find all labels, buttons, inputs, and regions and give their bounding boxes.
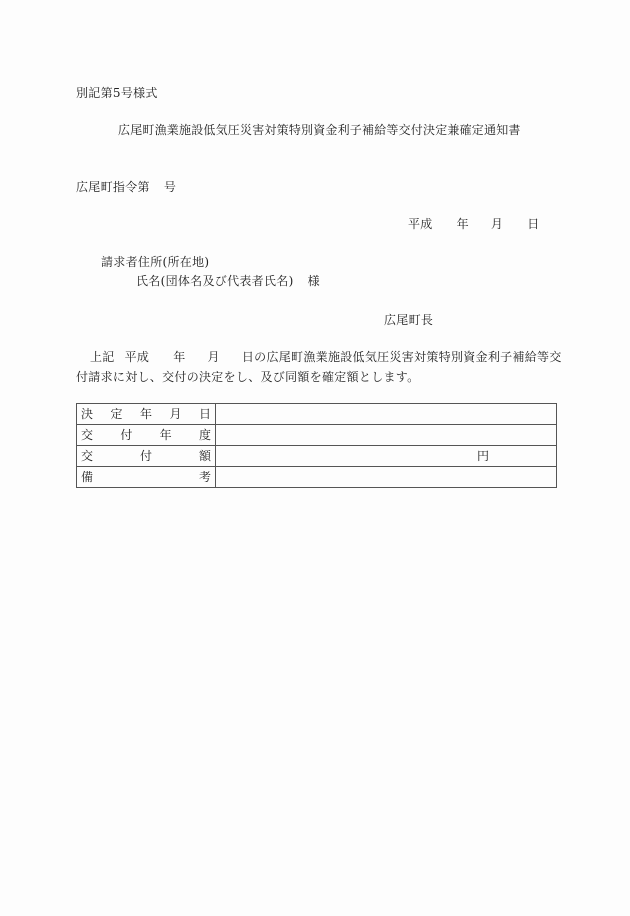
recipient-name-label: 氏名(団体名及び代表者氏名) [136,274,294,288]
order-number-suffix: 号 [163,180,177,194]
label-char: 額 [198,449,211,463]
table-row [77,425,557,446]
body-start: 上記 [90,350,115,364]
issue-date [408,217,540,231]
label-decision-date [77,404,216,425]
label-char: 決 [81,407,94,421]
label-char: 度 [198,428,211,442]
table-row [77,404,557,425]
body-line-2: 付請求に対し、交付の決定をし、及び同額を確定額とします。 [76,370,420,384]
label-char: 考 [198,470,211,484]
body-era: 平成 [124,350,150,364]
label-remarks [77,467,216,488]
body-month: 月 [207,350,220,364]
body-line-1 [90,350,562,364]
label-char: 年 [159,428,172,442]
order-number [76,180,176,194]
date-day: 日 [527,217,540,231]
decision-table [76,403,557,488]
table-row [77,446,557,467]
value-grant-fiscal-year[interactable] [216,425,557,446]
label-char: 付 [139,449,152,463]
value-remarks[interactable] [216,467,557,488]
label-char: 交 [81,449,94,463]
label-char: 備 [81,470,94,484]
label-char: 年 [139,407,152,421]
recipient-name-line [136,274,320,288]
order-number-prefix: 広尾町指令第 [76,180,150,194]
form-number: 別記第5号様式 [76,86,158,100]
label-grant-amount [77,446,216,467]
document-title: 広尾町漁業施設低気圧災害対策特別資金利子補給等交付決定兼確定通知書 [118,123,521,137]
table-row [77,467,557,488]
body-rest: 日の広尾町漁業施設低気圧災害対策特別資金利子補給等交 [241,350,562,364]
date-era: 平成 [408,217,433,231]
value-decision-date[interactable] [216,404,557,425]
yen-unit: 円 [477,449,490,463]
label-char: 月 [169,407,182,421]
body-year: 年 [173,350,186,364]
date-year: 年 [456,217,469,231]
value-grant-amount[interactable] [216,446,557,467]
label-grant-fiscal-year [77,425,216,446]
recipient-address-label: 請求者住所(所在地) [101,255,210,269]
label-char: 付 [120,428,133,442]
label-char: 定 [110,407,123,421]
label-char: 日 [198,407,211,421]
issuer: 広尾町長 [384,313,434,327]
date-month: 月 [490,217,504,231]
honorific: 様 [307,274,320,288]
label-char: 交 [81,428,94,442]
